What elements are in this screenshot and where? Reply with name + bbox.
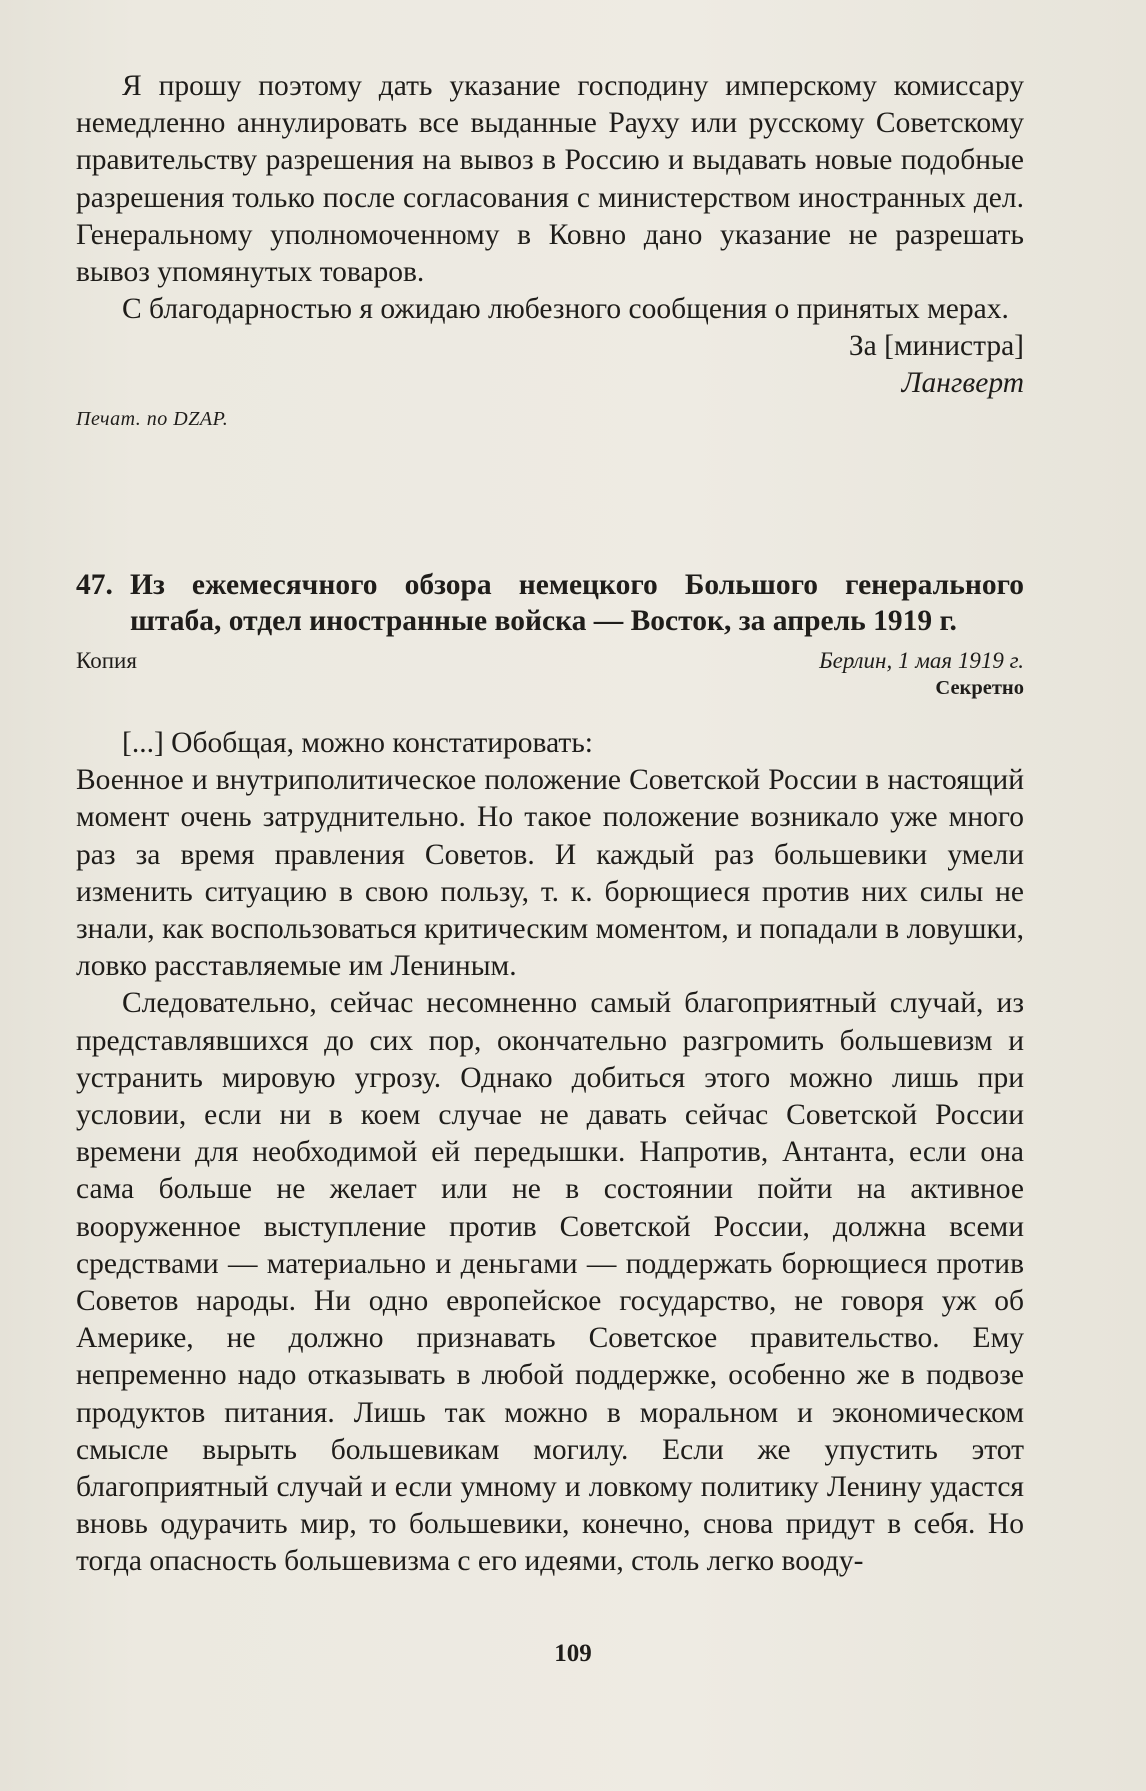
page-number: 109 bbox=[554, 1640, 592, 1667]
paragraph-situation: Военное и внутриполитическое положение Советской России в настоящий момент очень затруднительно. Но такое положение возникало уже много раз за время правления Советов. И каждый раз большевики умели изменить ситуацию в свою пользу, т. к. борющиеся против них силы не знали, как воспользоваться критическим моментом, и попадали в ловушки, ловко расставляемые им Лениным. bbox=[76, 764, 1024, 983]
source-note: Печат. по DZAP. bbox=[76, 408, 229, 431]
document-body bbox=[76, 725, 1024, 1581]
document-47 bbox=[76, 568, 1024, 1581]
paragraph-request: Я прошу поэтому дать указание господину имперскому комиссару немедленно аннулировать все выданные Рауху или русскому Советскому правительству разрешения на вывоз в Россию и выдавать новые подобные разрешения только после согласования с министерством иностранных дел. Генеральному уполномоченному в Ковно дано указание не разрешать вывоз упомянутых товаров. bbox=[76, 70, 1024, 289]
document-meta bbox=[76, 647, 1024, 675]
paragraph-thanks: С благодарностью я ожидаю любезного сообщения о принятых мерах. bbox=[122, 293, 1009, 326]
letter-continuation bbox=[76, 68, 1024, 431]
closing-for-minister: За [министра] bbox=[848, 330, 1024, 363]
copy-label: Копия bbox=[76, 648, 137, 673]
document-title: Из ежемесячного обзора немецкого Большого генерального штаба, отдел иностранные войска — Восток, за апрель 1919 г. bbox=[130, 569, 1024, 637]
place-date: Берлин, 1 мая 1919 г. bbox=[819, 648, 1024, 673]
paragraph-summary-intro: [...] Обобщая, можно констатировать: bbox=[122, 727, 593, 759]
paragraph-conclusion: Следовательно, сейчас несомненно самый благоприятный случай, из представлявшихся до сих пор, окончательно разгромить большевизм и устранить мировую угрозу. Однако добиться этого можно лишь при условии, если ни в коем случае не давать сейчас Советской России времени для необходимой ей передышки. Напротив, Антанта, если она сама больше не желает или не в состоянии пойти на активное вооруженное выступление против Советской России, должна всеми средствами — материально и деньгами — поддержать борющиеся против Советов народы. Ни одно европейское государство, не говоря уж об Америке, не должно признавать Советское правительство. Ему непременно надо отказывать в любой поддержке, особенно же в подвозе продуктов питания. Лишь так можно в моральном и экономическом смысле вырыть большевикам могилу. Если же упустить этот благоприятный случай и если умному и ловкому политику Ленину удастся вновь одурачить мир, то большевики, конечно, снова придут в себя. Но тогда опасность большевизма с его идеями, столь легко вооду- bbox=[76, 987, 1024, 1578]
classification-label: Секретно bbox=[935, 677, 1024, 699]
document-heading bbox=[76, 568, 1024, 639]
signature-name: Лангверт bbox=[901, 367, 1024, 400]
document-number: 47. bbox=[76, 569, 113, 601]
